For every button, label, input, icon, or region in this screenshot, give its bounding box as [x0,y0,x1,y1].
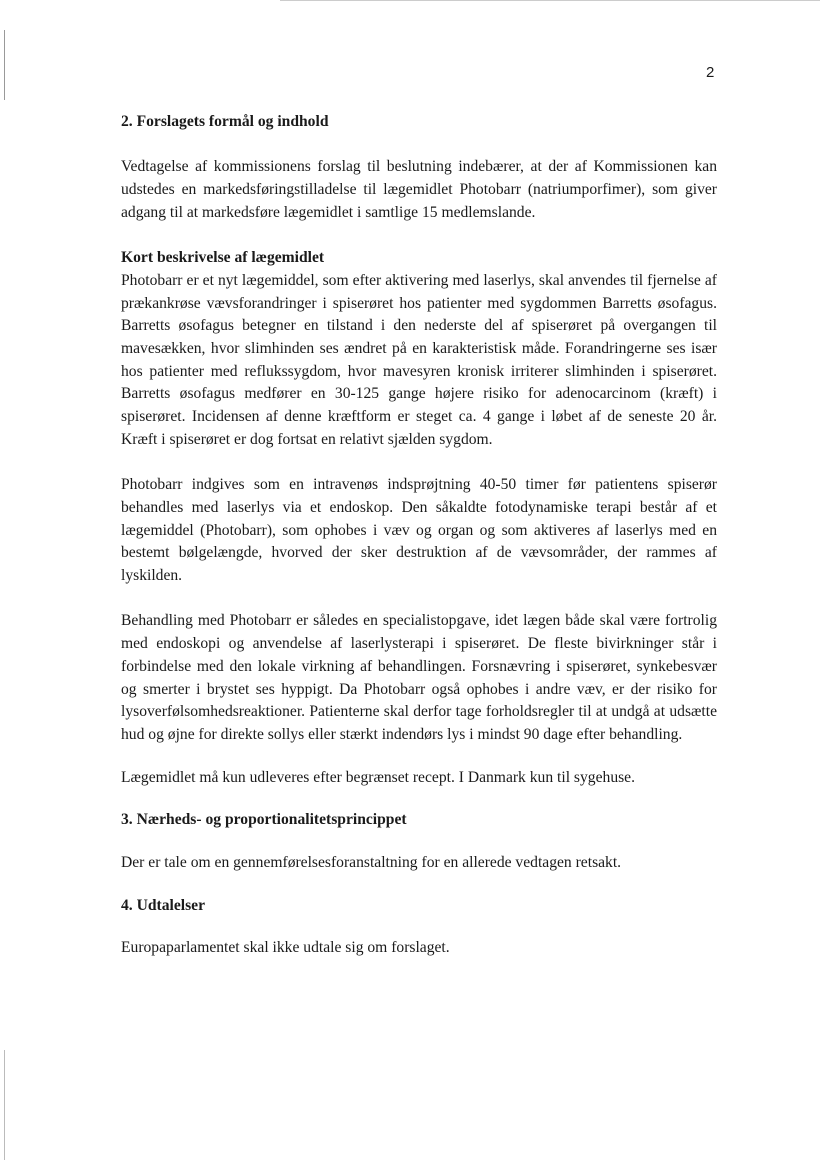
section-2-intro: Vedtagelse af kommissionens forslag til beslutning indebærer, at der af Kommissionen kan udstedes en markedsføringstilladelse til lægemidlet Photobarr (natriumporfimer), som giver adgang til at markedsføre lægemidlet i samtlige 15 medlemslande. [121,158,717,221]
section-3-text: Der er tale om en gennemførelsesforanstaltning for en allerede vedtagen retsakt. [121,854,622,872]
prescription-note: Lægemidlet må kun udleveres efter begrænset recept. I Danmark kun til sygehuse. [121,768,635,786]
drug-description-paragraph-3: Behandling med Photobarr er således en specialistopgave, idet lægen både skal være fortrolig med endoskopi og anvendelse af laserlysterapi i spiserøret. De fleste bivirkninger står i forbindelse med den lokale virkning af behandlingen. Forsnævring i spiserøret, synkebesvær og smerter i brystet ses hyppigt. Da Photobarr også ophobes i andre væv, er der risiko for lysoverfølsomhedsreaktioner. Patienterne skal derfor tage forholdsregler til at undgå at udsætte hud og øjne for direkte sollys eller stærkt indendørs lys i mindst 90 dage efter behandling. [121,612,717,743]
scan-artifact-top [280,0,820,1]
drug-description-paragraph-2: Photobarr indgives som en intravenøs indsprøjtning 40-50 timer før patientens spiserør behandles med laserlys via et endoskop. Den såkaldte fotodynamiske terapi består af et lægemiddel (Photobarr), som ophobes i væv og organ og som aktiveres af laserlys med en bestemt bølgelængde, hvorved der sker destruktion af de vævsområder, der rammes af lyskilden. [121,476,717,585]
section-2-heading: 2. Forslagets formål og indhold [121,113,329,130]
section-4-heading: 4. Udtalelser [121,896,206,914]
section-3-heading: 3. Nærheds- og proportionalitetsprincippet [121,811,407,829]
document-body [121,111,717,960]
section-4-text: Europaparlamentet skal ikke udtale sig om forslaget. [121,939,450,957]
drug-description-paragraph-1: Photobarr er et nyt lægemiddel, som efter aktivering med laserlys, skal anvendes til fjernelse af prækankrøse vævsforandringer i spiserøret hos patienter med sygdommen Barretts øsofagus. Barretts øsofagus betegner en tilstand i den nederste del af spiserøret på overgangen til mavesækken, hvor slimhinden ses ændret på en karakteristisk måde. Forandringerne ses især hos patienter med reflukssygdom, hvor mavesyren kronisk irriterer slimhinden i spiserøret. Barretts øsofagus medfører en 30-125 gange højere risiko for adenocarcinom (kræft) i spiserøret. Incidensen af denne kræftform er steget ca. 4 gange i løbet af de seneste 20 år. Kræft i spiserøret er dog fortsat en relativt sjælden sygdom. [121,271,717,448]
scan-artifact-left [4,30,5,100]
page-number: 2 [706,64,715,81]
scan-artifact-left-low [4,1050,5,1160]
drug-description-heading: Kort beskrivelse af lægemidlet [121,249,325,267]
